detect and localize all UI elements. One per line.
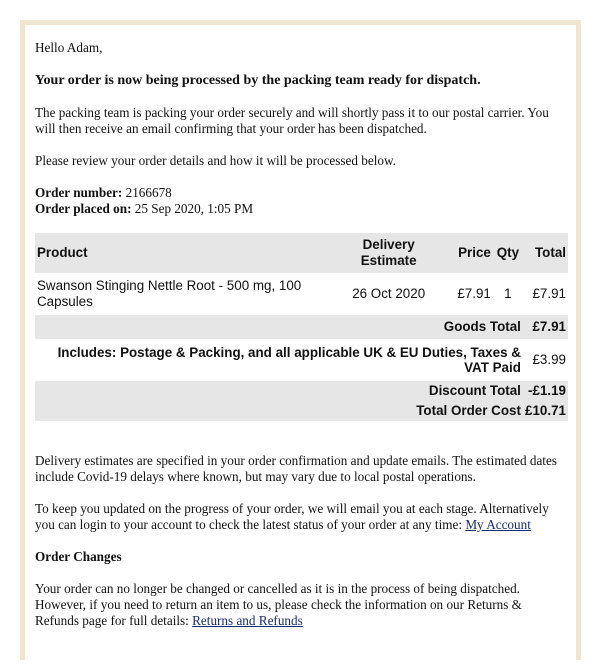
item-price: £7.91: [457, 286, 491, 301]
order-number-line: [35, 185, 568, 201]
header-product: Product: [35, 233, 347, 273]
discount-row: [35, 381, 568, 401]
order-changes-title: Order Changes: [35, 549, 122, 564]
item-product: Swanson Stinging Nettle Root - 500 mg, 100 Capsules: [37, 278, 302, 309]
review-text: Please review your order details and how it will be processed below.: [35, 153, 396, 168]
progress-note: [35, 501, 568, 533]
item-delivery: 26 Oct 2020: [352, 286, 426, 301]
item-total: £7.91: [532, 286, 566, 301]
order-cost-row: [35, 401, 568, 421]
my-account-link[interactable]: My Account: [465, 517, 531, 532]
header-delivery: Delivery Estimate: [347, 233, 431, 273]
changes-text: Your order can no longer be changed or cancelled as it is in the process of being dispatched. However, if you need to return an item to us, please check the information on our Returns & Refunds page for full details:: [35, 581, 522, 628]
delivery-note: Delivery estimates are specified in your order confirmation and update emails. The estimated dates include Covid-19 delays where known, but may vary due to local postal operations.: [35, 453, 557, 484]
discount-label: Discount Total: [35, 381, 523, 401]
includes-label: Includes: Postage & Packing, and all applicable UK & EU Duties, Taxes & VAT Paid: [57, 345, 521, 375]
order-table: [35, 233, 568, 421]
order-number-label: Order number:: [35, 185, 123, 200]
order-placed-label: Order placed on:: [35, 201, 132, 216]
notes-section: [35, 453, 568, 629]
order-number: 2166678: [125, 185, 172, 200]
goods-total-label: Goods Total: [35, 315, 523, 339]
progress-text: To keep you updated on the progress of your order, we will email you at each stage. Alternatively you can login to your account to check the latest status of your order at any time:: [35, 501, 549, 532]
header-price: Price: [431, 233, 493, 273]
goods-total-row: [35, 315, 568, 339]
greeting: Hello Adam,: [35, 40, 103, 55]
table-row: [35, 273, 568, 315]
order-meta: [35, 185, 568, 217]
headline: Your order is now being processed by the packing team ready for dispatch.: [35, 73, 481, 88]
item-qty: 1: [504, 286, 512, 301]
header-qty: Qty: [493, 233, 523, 273]
order-placed-line: [35, 201, 568, 217]
goods-total-value: £7.91: [523, 315, 568, 339]
includes-value: £3.99: [532, 352, 566, 367]
table-header-row: [35, 233, 568, 273]
email-body: [35, 40, 568, 645]
order-cost-label: Total Order Cost: [35, 401, 523, 421]
order-cost-value: £10.71: [523, 401, 568, 421]
intro-text: The packing team is packing your order securely and will shortly pass it to our postal carrier. You will then receive an email confirming that your order has been dispatched.: [35, 105, 549, 136]
includes-row: [35, 339, 568, 381]
order-placed-date: 25 Sep 2020, 1:05 PM: [134, 201, 254, 216]
email-card: [25, 25, 576, 665]
header-total: Total: [523, 233, 568, 273]
returns-link[interactable]: Returns and Refunds: [192, 613, 303, 628]
changes-note: [35, 581, 568, 629]
discount-value: -£1.19: [523, 381, 568, 401]
